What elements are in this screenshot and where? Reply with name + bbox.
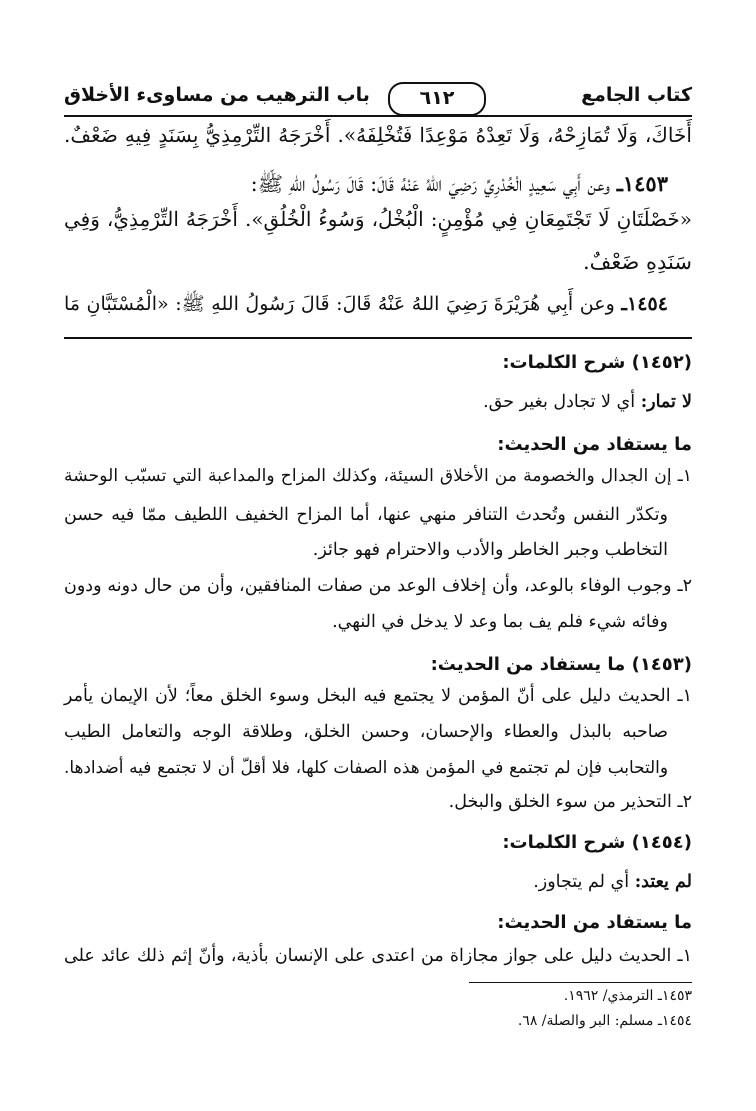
term: لا تمار: <box>640 392 692 412</box>
hadith-1453 <box>64 171 668 202</box>
section-heading: (١٤٥٣) ما يستفاد من الحديث: <box>430 654 692 675</box>
book-title: كتاب الجامع <box>581 84 692 106</box>
footnote-rule <box>469 982 692 983</box>
hadith-number: ١٤٥٤ـ <box>621 293 668 315</box>
definition-line <box>483 392 692 412</box>
hadith-line: أَخَاكَ، وَلَا تُمَازِحْهُ، وَلَا تَعِدْهُ مَوْعِدًا فَتُخْلِفَهُ». أَخْرَجَهُ التِّرْمِذِيُّ بِسَنَدٍ فِيهِ ضَعْفٌ. <box>64 123 692 147</box>
section-heading: (١٤٥٤) شرح الكلمات: <box>502 832 692 853</box>
benefit-line: وفائه شيء فلم يف بما وعد لا يدخل في النهي. <box>332 612 668 632</box>
hadith-line: وعن أَبِي سَعِيدٍ الْخُدْرِيِّ رَضِيَ اللهُ عَنْهُ قَالَ: قَالَ رَسُولُ اللهِ ﷺ: <box>250 172 611 196</box>
definition: أي لم يتجاوز. <box>533 872 630 892</box>
hadith-1454 <box>64 292 668 320</box>
section-heading: (١٤٥٢) شرح الكلمات: <box>502 352 692 373</box>
hadith-line: وعن أَبِي هُرَيْرَةَ رَضِيَ اللهُ عَنْهُ قَالَ: قَالَ رَسُولُ اللهِ ﷺ: «الْمُسْتَبَّانِ مَا <box>64 293 615 315</box>
hadith-line: سَنَدِهِ ضَعْفٌ. <box>582 250 692 274</box>
benefit-line: ١ـ إن الجدال والخصومة من الأخلاق السيئة، وكذلك المزاح والمداعبة التي تسبّب الوحشة <box>64 466 692 486</box>
benefit-line: ١ـ الحديث دليل على جواز مجازاة من اعتدى على الإنسان بأذية، وأنّ إثم ذلك عائد على <box>64 946 692 966</box>
footnote: ١٤٥٤ـ مسلم: البر والصلة/ ٦٨. <box>517 1013 692 1029</box>
page-number: ٦١٢ <box>388 82 486 116</box>
footnote: ١٤٥٣ـ الترمذي/ ١٩٦٢. <box>563 988 692 1004</box>
hadith-number: ١٤٥٣ـ <box>616 171 668 196</box>
benefit-line: ٢ـ وجوب الوفاء بالوعد، وأن إخلاف الوعد من صفات المنافقين، وأن من حال دونه ودون <box>64 576 692 596</box>
section-heading: ما يستفاد من الحديث: <box>497 912 692 933</box>
benefit-line: والتحابب فإن لم تجتمع في المؤمن هذه الصفات كلها، فلا أقلّ أن لا تجتمع فيه أضدادها. <box>64 757 668 777</box>
commentary-divider <box>64 337 692 339</box>
section-heading: ما يستفاد من الحديث: <box>497 434 692 455</box>
benefit-line: ١ـ الحديث دليل على أنّ المؤمن لا يجتمع فيه البخل وسوء الخلق معاً؛ لأن الإيمان يأمر <box>64 686 692 706</box>
definition: أي لا تجادل بغير حق. <box>483 392 636 412</box>
definition-line <box>533 872 692 892</box>
header-rule <box>64 115 692 117</box>
term: لم يعتد: <box>634 872 692 892</box>
benefit-line: ٢ـ التحذير من سوء الخلق والبخل. <box>448 792 692 812</box>
benefit-line: التخاطب وجبر الخاطر والأدب والاحترام فهو جائز. <box>312 540 668 560</box>
benefit-line: صاحبه بالبذل والعطاء والإحسان، وحسن الخلق، وطلاقة الوجه والتعامل الطيب <box>64 722 668 742</box>
hadith-line: «خَصْلَتَانِ لَا تَجْتَمِعَانِ فِي مُؤْمِنٍ: الْبُخْلُ، وَسُوءُ الْخُلُقِ». أَخْرَجَهُ التِّرْمِذِيُّ، وَفِي <box>64 207 692 231</box>
running-header <box>64 82 692 114</box>
benefit-line: وتكدّر النفس وتُحدث التنافر منهي عنها، أما المزاح الخفيف اللطيف ممّا فيه حسن <box>64 505 668 525</box>
chapter-title: باب الترهيب من مساوىء الأخلاق <box>64 84 370 106</box>
